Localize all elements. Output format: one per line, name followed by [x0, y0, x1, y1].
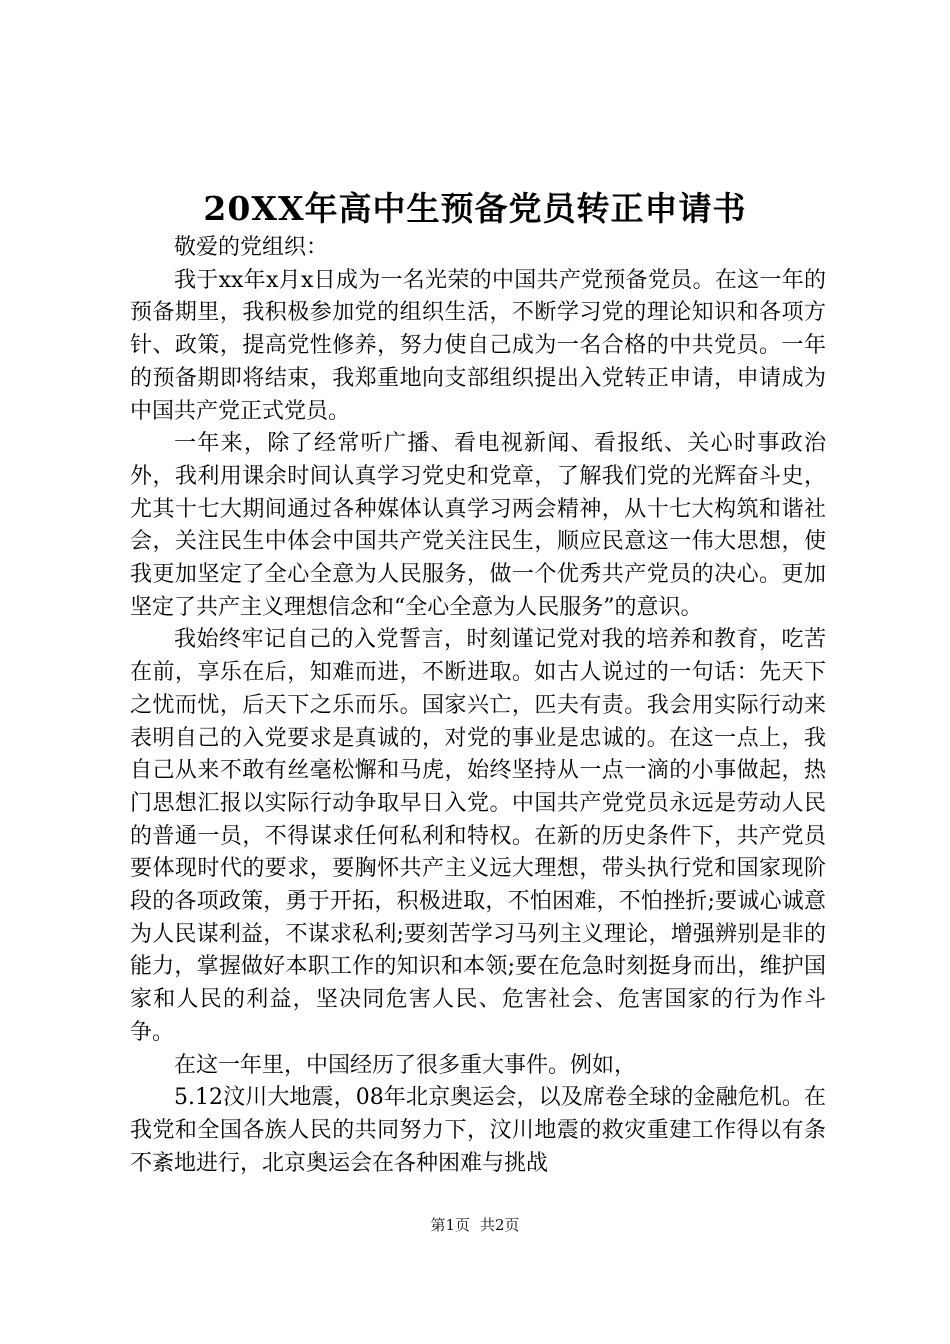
- paragraph-3: 我始终牢记自己的入党誓言，时刻谨记党对我的培养和教育，吃苦在前，享乐在后，知难而进，不断进取。如古人说过的一句话：先天下之忧而忧，后天下之乐而乐。国家兴亡，匹夫有责。我会用实际行动来表明自己的入党要求是真诚的，对党的事业是忠诚的。在这一点上，我自己从来不敢有丝毫松懈和马虎，始终坚持从一点一滴的小事做起，热门思想汇报以实际行动争取早日入党。中国共产党党员永远是劳动人民的普通一员，不得谋求任何私利和特权。在新的历史条件下，共产党员要体现时代的要求，要胸怀共产主义远大理想，带头执行党和国家现阶段的各项政策，勇于开拓，积极进取，不怕困难，不怕挫折;要诚心诚意为人民谋利益，不谋求私利;要刻苦学习马列主义理论，增强辨别是非的能力，掌握做好本职工作的知识和本领;要在危急时刻挺身而出，维护国家和人民的利益，坚决同危害人民、危害社会、危害国家的行为作斗争。: [130, 627, 826, 1045]
- paragraph-2: 一年来，除了经常听广播、看电视新闻、看报纸、关心时事政治外，我利用课余时间认真学习党史和党章，了解我们党的光辉奋斗史，尤其十七大期间通过各种媒体认真学习两会精神，从十七大构筑和谐社会，关注民生中体会中国共产党关注民生，顺应民意这一伟大思想，使我更加坚定了全心全意为人民服务，做一个优秀共产党员的决心。更加坚定了共产主义理想信念和“全心全意为人民服务”的意识。: [130, 431, 826, 620]
- paragraph-4: 在这一年里，中国经历了很多重大事件。例如，: [174, 1052, 637, 1078]
- paragraph-1: 我于xx年x月x日成为一名光荣的中国共产党预备党员。在这一年的预备期里，我积极参加党的组织生活，不断学习党的理论知识和各项方针、政策，提高党性修养，努力使自己成为一名合格的中共党员。一年的预备期即将结束，我郑重地向支部组织提出入党转正申请，申请成为中国共产党正式党员。: [130, 267, 826, 424]
- page-number: 第1页: [430, 1216, 470, 1234]
- document-body: [130, 232, 826, 1180]
- page-footer: [0, 1215, 950, 1235]
- salutation: 敬爱的党组织：: [174, 235, 329, 260]
- page-total: 共2页: [480, 1216, 520, 1234]
- paragraph-5: 5.12汶川大地震，08年北京奥运会，以及席卷全球的金融危机。在我党和全国各族人民的共同努力下，汶川地震的救灾重建工作得以有条不紊地进行，北京奥运会在各种困难与挑战: [130, 1085, 826, 1176]
- document-title: 20XX年高中生预备党员转正申请书: [203, 189, 747, 228]
